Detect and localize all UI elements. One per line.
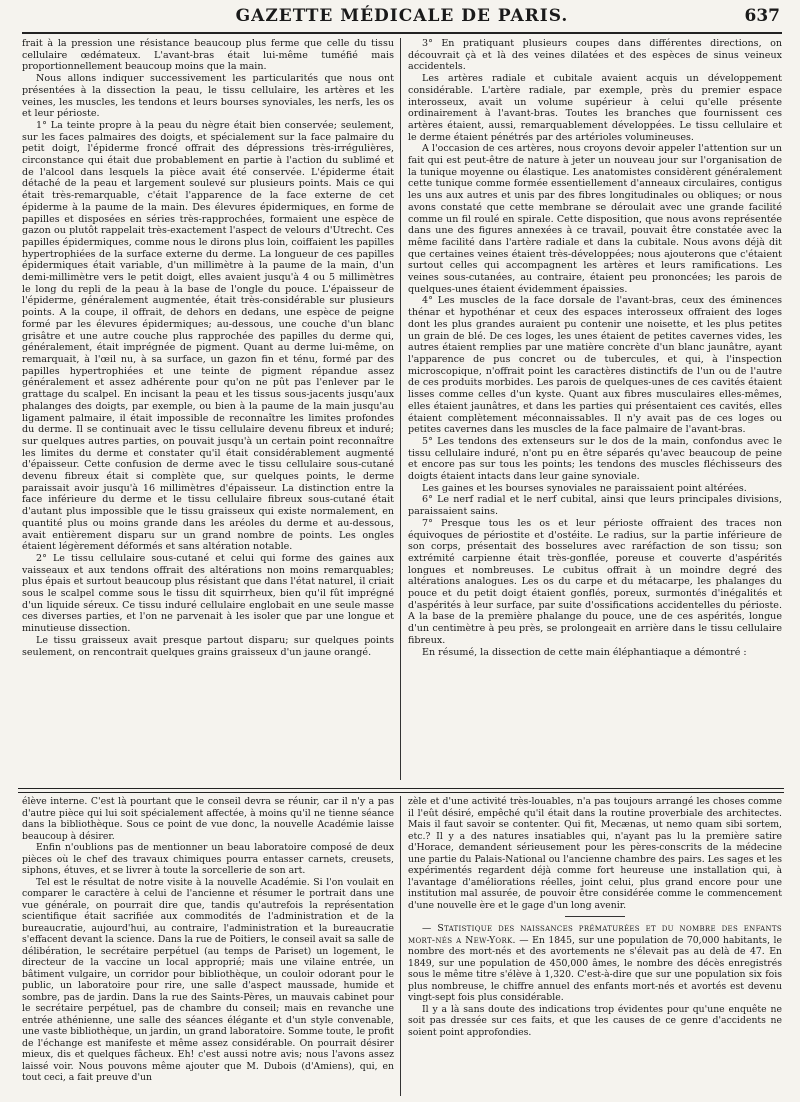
column-lower-right bbox=[408, 796, 782, 1096]
statistics-item: — Statistique des naissances prématurées et du nombre des enfants mort-nés a New-York. — En 1845, sur une population de 70,000 habitants, le nombre des mort-nés et des avortements ne s'élevait pas au delà de 47. En 1849, sur une population de 450,000 âmes, le nombre des décès enregistrés sous le même titre s'élève à 1,320. C'est-à-dire que sur une population six fois plus nombreuse, le chiffre annuel des enfants mort-nés et avortés est devenu vingt-sept fois plus considérable. bbox=[408, 923, 782, 1003]
paragraph: A l'occasion de ces artères, nous croyons devoir appeler l'attention sur un fait qui est peut-être de nature à jeter un nouveau jour sur l'organisation de la tunique moyenne ou élastique. Les anatomistes considèrent généralement cette tunique comme formée essentiellement d'anneaux circulaires, contigus les uns aux autres et unis par des fibres longitudinales ou obliques; or nous avons constaté que cette membrane se déroulait avec une grande facilité comme un fil roulé en spirale. Cette disposition, que nous avons représentée dans une des figures annexées à ce travail, pouvait être constatée avec la même facilité dans l'artère radiale et dans la cubitale. Nous avons déjà dit que certaines veines étaient très-développées; nous ajouterons que c'étaient surtout celles qui accompagnent les artères et leurs ramifications. Les veines sous-cutanées, au contraire, étaient peu prononcées; les parois de quelques-unes étaient évidemment épaissies. bbox=[408, 143, 782, 295]
section-rule bbox=[565, 916, 625, 917]
paragraph: 7° Presque tous les os et leur périoste offraient des traces non équivoques de périostite et d'ostéite. Le radius, sur la partie inférieure de son corps, présentait des bosselures avec raréfaction de son tissu; son extrémité carpienne était très-gonflée, poreuse et couverte d'aspérités longues et nombreuses. Le cubitus offrait à un moindre degré des altérations analogues. Les os du carpe et du métacarpe, les phalanges du pouce et du petit doigt étaient gonflés, poreux, surmontés d'inégalités et d'aspérités à leur surface, par suite d'ossifications accidentelles du périoste. A la base de la première phalange du pouce, une de ces aspérités, longue d'un centimètre à peu près, se prolongeait en arrière dans le tissu cellulaire fibreux. bbox=[408, 517, 782, 646]
paragraph: Il y a là sans doute des indications trop évidentes pour qu'une enquête ne soit pas dressée sur ces faits, et que les causes de ce genre d'accidents ne soient point approfondies. bbox=[408, 1003, 782, 1038]
paragraph: 6° Le nerf radial et le nerf cubital, ainsi que leurs principales divisions, paraissaient sains. bbox=[408, 494, 782, 518]
paragraph: Enfin n'oublions pas de mentionner un beau laboratoire composé de deux pièces où le chef des travaux chimiques pourra entasser carnets, creusets, siphons, étuves, et se livrer à toute la sorcellerie de son art. bbox=[22, 842, 394, 876]
statistics-heading: — Statistique des naissances prématurées et du nombre des enfants mort-nés a New-York. bbox=[408, 923, 782, 946]
paragraph: 1° La teinte propre à la peau du nègre était bien conservée; seulement, sur les faces palmaires des doigts, et spécialement sur la face palmaire du petit doigt, l'épiderme froncé offrait des dépressions très-irrégulières, circonstance qui était due probablement en partie à l'action du sublimé et de l'alcool dans lesquels la pièce avait été conservée. L'épiderme était détaché de la peau et largement soulevé sur plusieurs points. Mais ce qui était très-remarquable, c'était l'apparence de la face externe de cet épiderme à la paume de la main. Des élevures épidermiques, en forme de papilles et disposées en séries très-rapprochées, formaient une espèce de gazon ou plutôt rappelait très-exactement l'aspect de velours d'Utrecht. Ces papilles épidermiques, comme nous le dirons plus loin, coiffaient les papilles hypertrophiées de la surface externe du derme. La longueur de ces papilles épidermiques était variable, d'un millimètre à la paume de la main, d'un demi-millimètre vers le petit doigt, elles avaient jusqu'à 4 ou 5 millimètres le long du repli de la peau à la base de l'ongle du pouce. L'épaisseur de l'épiderme, généralement augmentée, était très-considérable sur plusieurs points. A la coupe, il offrait, de dehors en dedans, une espèce de peigne formé par les élevures épidermiques; au-dessous, une couche d'un blanc grisâtre et une autre couche plus rapprochée des papilles du derme qui, généralement, était imprégnée de pigment. Quant au derme lui-même, on remarquait, à l'œil nu, à sa surface, un gazon fin et ténu, formé par des papilles hypertrophiées et une teinte de pigment répandue assez généralement et assez adhérente pour qu'on ne pût pas l'enlever par le grattage du scalpel. En incisant la peau et les tissus sous-jacents jusqu'aux phalanges des doigts, par exemple, ou bien à la paume de la main jusqu'au ligament palmaire, il était impossible de reconnaître les limites profondes du derme. Il se continuait avec le tissu cellulaire devenu fibreux et induré; sur quelques autres parties, on pouvait jusqu'à un certain point reconnaître les limites du derme et constater qu'il était considérablement augmenté d'épaisseur. Cette confusion de derme avec le tissu cellulaire sous-cutané devenu fibreux était si complète que, sur quelques points, le derme paraissait avoir jusqu'à 16 millimètres d'épaisseur. La distinction entre la face inférieure du derme et le tissu cellulaire fibreux sous-cutané était d'autant plus impossible que le tissu graisseux qui existe normalement, en quantité plus ou moins grande dans les aréoles du derme et au-dessous, avait entièrement disparu sur un grand nombre de points. Les ongles étaient légèrement déformés et sans altération notable. bbox=[22, 119, 394, 553]
column-divider bbox=[400, 38, 401, 780]
paragraph: élève interne. C'est là pourtant que le conseil devra se réunir, car il n'y a pas d'autre pièce qui lui soit spécialement affectée, à moins qu'il ne tienne séance dans la bibliothèque. Sous ce point de vue donc, la nouvelle Académie laisse beaucoup à désirer. bbox=[22, 796, 394, 842]
paragraph: Le tissu graisseux avait presque partout disparu; sur quelques points seulement, on rencontrait quelques grains graisseux d'un jaune orangé. bbox=[22, 634, 394, 658]
column-upper-right bbox=[408, 38, 782, 788]
page-number: 637 bbox=[744, 6, 780, 26]
journal-title: GAZETTE MÉDICALE DE PARIS. bbox=[235, 6, 569, 26]
paragraph: 4° Les muscles de la face dorsale de l'avant-bras, ceux des éminences thénar et hypothénar et ceux des espaces interosseux offraient des loges dont les plus grandes auraient pu contenir une noisette, et les plus petites un grain de blé. De ces loges, les unes étaient de petites cavernes vides, les autres étaient remplies par une matière concrète d'un blanc jaunâtre, ayant l'apparence de pus concret ou de tubercules, et qui, à l'inspection microscopique, n'offrait point les caractères distinctifs de l'un ou de l'autre de ces produits morbides. Les parois de quelques-unes de ces cavités étaient lisses comme celles d'un kyste. Quant aux fibres musculaires elles-mêmes, elles étaient jaunâtres, et dans les parties qui présentaient ces cavités, elles étaient complètement méconnaissables. Il n'y avait pas de ces loges ou petites cavernes dans les muscles de la face palmaire de l'avant-bras. bbox=[408, 295, 782, 436]
feuilleton-divider bbox=[18, 788, 784, 793]
paragraph: 2° Le tissu cellulaire sous-cutané et celui qui forme des gaines aux vaisseaux et aux tendons offrait des altérations non moins remarquables; plus épais et surtout beaucoup plus résistant que dans l'état naturel, il criait sous le scalpel comme sous le tissu dit squirrheux, bien qu'il fût imprégné d'un liquide séreux. Ce tissu induré cellulaire englobait en une seule masse ces diverses parties, et l'on ne parvenait à les isoler que par une longue et minutieuse dissection. bbox=[22, 552, 394, 635]
paragraph: Tel est le résultat de notre visite à la nouvelle Académie. Si l'on voulait en comparer le caractère à celui de l'ancienne et résumer le portrait dans une vue générale, on pourrait dire que, tandis qu'autrefois la représentation scientifique était sacrifiée aux commodités de l'administration et de la bureaucratie, aujourd'hui, au contraire, l'administration et la bureaucratie s'effacent devant la science. Dans la rue de Poitiers, le conseil avait sa salle de délibération, le secrétaire perpétuel (au temps de Pariset) un logement, le directeur de la vaccine un local approprié; mais une vilaine entrée, un bâtiment vulgaire, un corridor pour bibliothèque, un couloir odorant pour le public, un laboratoire pour rire, une salle d'aspect maussade, humide et sombre, pas de jardin. Dans la rue des Saints-Pères, un mauvais cabinet pour le secrétaire perpétuel, pas de chambre du conseil; mais en revanche une entrée athénienne, une salle des séances élégante et d'un style convenable, une vaste bibliothèque, un jardin, un grand laboratoire. Somme toute, le profit de l'échange est manifeste et même assez considérable. On pourrait désirer mieux, dis et quelques fâcheux. Eh! c'est aussi notre avis; nous l'avons assez laissé voir. Nous pouvons même ajouter que M. Dubois (d'Amiens), qui, en tout ceci, a fait preuve d'un bbox=[22, 876, 394, 1083]
paragraph: En résumé, la dissection de cette main éléphantiaque a démontré : bbox=[422, 646, 747, 658]
paragraph: zèle et d'une activité très-louables, n'a pas toujours arrangé les choses comme il l'eût désiré, empêché qu'il était dans la routine proverbiale des architectes. Mais il faut savoir se contenter. Qui fit, Mecænas, ut nemo quam sibi sortem, etc.? Il y a des natures insatiables qui, n'ayant pas lu la première satire d'Horace, demandent sérieusement pour les pères-conscrits de la médecine une partie du Palais-National ou l'ancienne chambre des pairs. Les sages et les expérimentés regardent déjà comme fort heureuse une installation qui, à l'avantage d'améliorations réelles, joint celui, plus grand encore pour une institution mal assurée, de pouvoir être considérée comme le commencement d'une nouvelle ère et le gage d'un long avenir. bbox=[408, 796, 782, 911]
paragraph: Les gaines et les bourses synoviales ne paraissaient point altérées. bbox=[422, 482, 747, 494]
paragraph: Nous allons indiquer successivement les particularités que nous ont présentées à la dissection la peau, le tissu cellulaire, les artères et les veines, les muscles, les tendons et leurs bourses synoviales, les nerfs, les os et leur périoste. bbox=[22, 73, 394, 120]
paragraph: Les artères radiale et cubitale avaient acquis un développement considérable. L'artère radiale, par exemple, près du premier espace interosseux, avait un volume supérieur à celui qu'elle présente ordinairement à l'avant-bras. Toutes les branches que fournissent ces artères étaient, aussi, remarquablement développées. Le tissu cellulaire et le derme étaient pénétrés par des artérioles volumineuses. bbox=[408, 73, 782, 143]
paragraph: frait à la pression une résistance beaucoup plus ferme que celle du tissu cellulaire œdémateux. L'avant-bras était lui-même tuméfié mais proportionnellement beaucoup moins que la main. bbox=[22, 38, 394, 73]
paragraph: 5° Les tendons des extenseurs sur le dos de la main, confondus avec le tissu cellulaire induré, n'ont pu en être séparés qu'avec beaucoup de peine et encore pas sur tous les points; les tendons des muscles fléchisseurs des doigts étaient intacts dans leur gaine synoviale. bbox=[408, 435, 782, 483]
page-header bbox=[22, 6, 782, 34]
column-upper-left bbox=[22, 38, 394, 788]
paragraph: 3° En pratiquant plusieurs coupes dans différentes directions, on découvrait çà et là des veines dilatées et des espèces de sinus veineux accidentels. bbox=[408, 38, 782, 73]
column-lower-left bbox=[22, 796, 394, 1096]
statistics-text: En 1845, sur une population de 70,000 habitants, le nombre des mort-nés et des avortements ne s'élevait pas au delà de 47. En 1849, sur une population de 450,000 âmes, le nombre des décès enregistrés sous le même titre s'élève à 1,320. C'est-à-dire que sur une population six fois plus nombreuse, le chiffre annuel des enfants mort-nés et avortés est devenu vingt-sept fois plus considérable. bbox=[408, 934, 782, 1003]
column-divider bbox=[400, 796, 401, 1096]
